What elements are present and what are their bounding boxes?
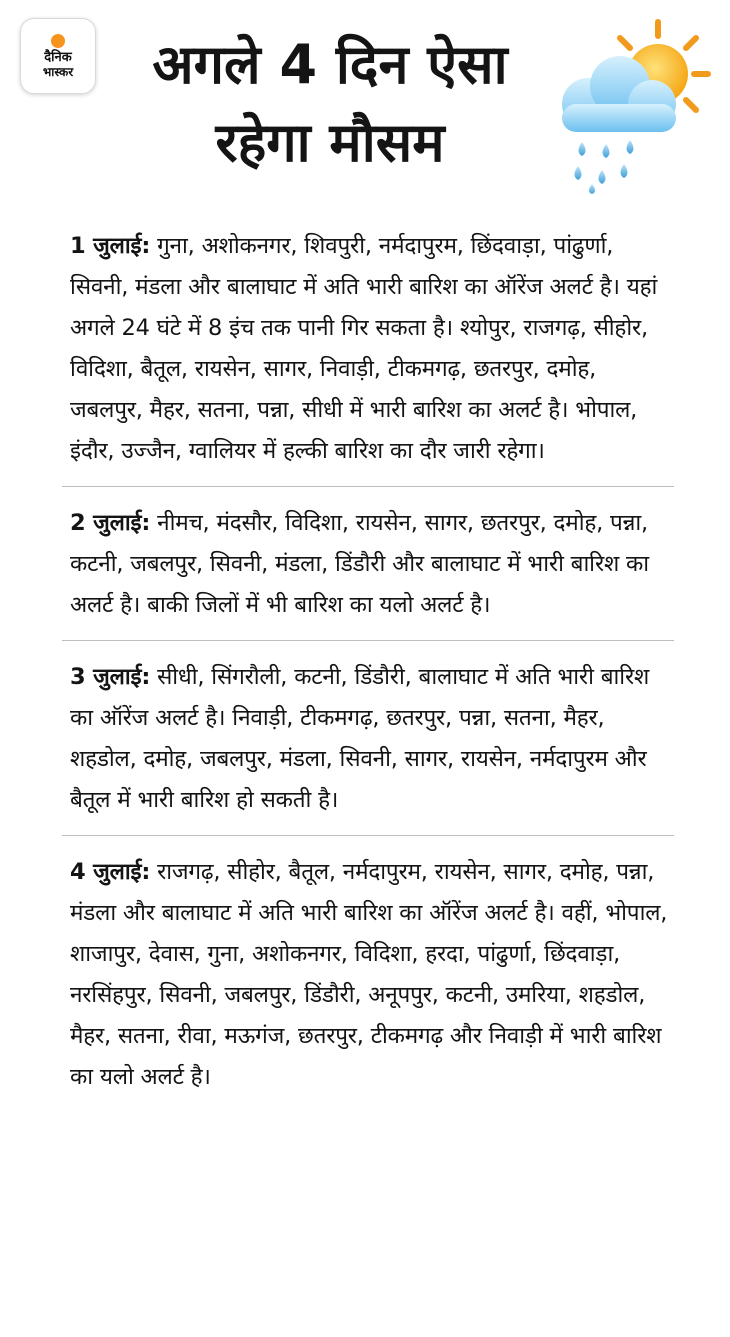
forecast-paragraph	[70, 852, 674, 1098]
forecast-paragraph	[70, 226, 674, 472]
forecast-date: 1 जुलाई:	[70, 233, 151, 259]
forecast-day-3	[62, 641, 674, 836]
forecast-text: गुना, अशोकनगर, शिवपुरी, नर्मदापुरम, छिंदवाड़ा, पांढुर्णा, सिवनी, मंडला और बालाघाट में अति भारी बारिश का ऑरेंज अलर्ट है। यहां अगले 24 घंटे में 8 इंच तक पानी गिर सकता है। श्योपुर, राजगढ़, सीहोर, विदिशा, बैतूल, रायसेन, सागर, निवाड़ी, टीकमगढ़, छतरपुर, दमोह, जबलपुर, मैहर, सतना, पन्ना, सीधी में भारी बारिश का अलर्ट है। भोपाल, इंदौर, उज्जैन, ग्वालियर में हल्की बारिश का दौर जारी रहेगा।	[70, 233, 658, 464]
logo-sun-dot	[51, 34, 65, 48]
forecast-list	[62, 222, 674, 1112]
forecast-date: 2 जुलाई:	[70, 510, 151, 536]
forecast-text: सीधी, सिंगरौली, कटनी, डिंडौरी, बालाघाट में अति भारी बारिश का ऑरेंज अलर्ट है। निवाड़ी, टीकमगढ़, छतरपुर, पन्ना, सतना, मैहर, शहडोल, दमोह, जबलपुर, मंडला, सिवनी, सागर, रायसेन, नर्मदापुरम और बैतूल में भारी बारिश हो सकती है।	[70, 664, 650, 813]
logo-text-line2: भास्कर	[42, 64, 74, 79]
forecast-day-2	[62, 487, 674, 641]
forecast-text: राजगढ़, सीहोर, बैतूल, नर्मदापुरम, रायसेन, सागर, दमोह, पन्ना, मंडला और बालाघाट में अति भारी बारिश का ऑरेंज अलर्ट है। वहीं, भोपाल, शाजापुर, देवास, गुना, अशोकनगर, विदिशा, हरदा, पांढुर्णा, छिंदवाड़ा, नरसिंहपुर, सिवनी, जबलपुर, डिंडौरी, अनूपपुर, कटनी, उमरिया, शहडोल, मैहर, सतना, रीवा, मऊगंज, छतरपुर, टीकमगढ़ और निवाड़ी में भारी बारिश का यलो अलर्ट है।	[70, 859, 668, 1090]
page-title: अगले 4 दिन ऐसा रहेगा मौसम	[152, 33, 508, 174]
sun-cloud-rain-icon	[548, 14, 713, 194]
forecast-date: 3 जुलाई:	[70, 664, 151, 690]
dainik-bhaskar-logo	[20, 18, 96, 94]
forecast-paragraph	[70, 657, 674, 821]
forecast-date: 4 जुलाई:	[70, 859, 151, 885]
forecast-paragraph	[70, 503, 674, 626]
forecast-day-1	[62, 222, 674, 487]
logo-text-line1: दैनिक	[44, 49, 72, 65]
forecast-text: नीमच, मंदसौर, विदिशा, रायसेन, सागर, छतरपुर, दमोह, पन्ना, कटनी, जबलपुर, सिवनी, मंडला, डिंडौरी और बालाघाट में भारी बारिश का अलर्ट है। बाकी जिलों में भी बारिश का यलो अलर्ट है।	[70, 510, 649, 618]
forecast-day-4	[62, 836, 674, 1112]
